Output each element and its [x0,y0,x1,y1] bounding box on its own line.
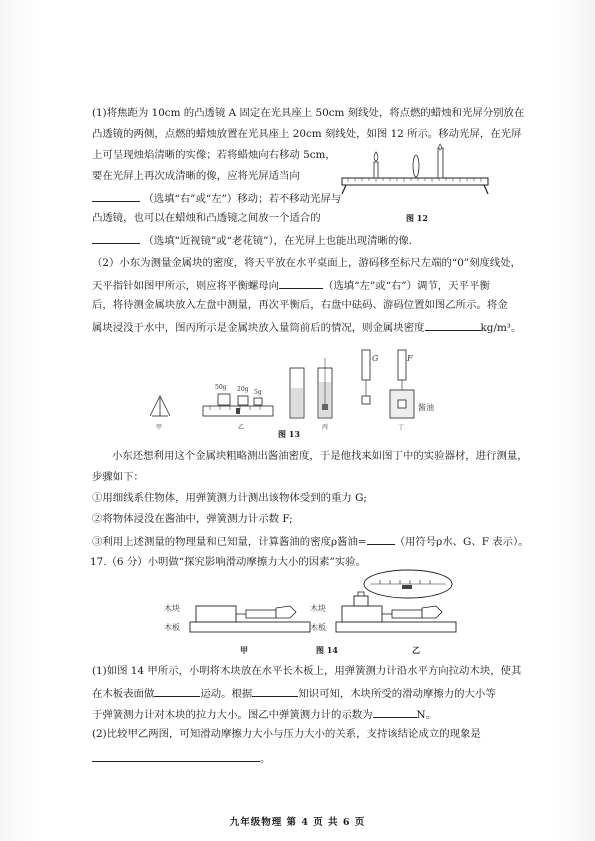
block-yi [342,606,382,622]
answer-blank[interactable] [373,706,417,718]
fig13-label-ding: 丁 [398,424,405,431]
soy-step-3-text-a: ③利用上述测量的物理量和已知量，计算酱油的密度ρ酱油= [92,536,367,548]
soy-step-3-text-b: （用符号ρ水、G、F 表示）。 [394,536,529,548]
figure-13-caption: 图 13 [278,429,300,439]
answer-blank[interactable] [279,277,323,289]
q16-1-line-2: 凸透镜的两侧，点燃的蜡烛放置在光具座上 20cm 刻线处，如图 12 所示。移动光屏，在光屏 [92,128,522,140]
weight-label-50g: 50g [215,384,227,391]
board-jia [190,622,310,632]
fig14-label-block-yi: 木块 [310,604,326,613]
q16-1-line-7-text: （选填“近视镜”或“老花镜”），在光屏上也能出现清晰的像. [143,235,413,247]
q16-1-line-3: 上可呈现烛焰清晰的实像；若将蜡烛向右移动 5cm， [92,149,336,161]
q16-1-line-1: (1)将焦距为 10cm 的凸透镜 A 固定在光具座上 50cm 刻线处，将点燃的蜡烛和光屏分别放在 [92,107,525,119]
q17-1-line-3 [92,706,436,722]
fig14-label-jia: 甲 [240,645,248,655]
q16-2-line-1: （2）小东为测量金属块的密度，将天平放在水平桌面上，游码移至标尺左端的“0”刻度线处， [92,257,522,269]
q16-2-line-2-text-a: 天平指针如图甲所示，则应将平衡螺母向 [92,280,280,292]
weight-label-20g: 20g [237,386,249,393]
q16-2-line-3: 后，将待测金属块放入左盘中测量，再次平衡后，右盘中砝码、游码位置如图乙所示。将金 [92,299,508,311]
soy-step-1: ①用细线系住物体，用弹簧测力计测出该物体受到的重力 G; [92,492,367,504]
fig14-label-yi: 乙 [412,645,420,655]
weight-20g [238,396,248,405]
q17-title: 17.（6 分）小明做“探究影响滑动摩擦力大小的因素”实验。 [90,556,367,568]
convex-lens [413,155,419,177]
q16-1-line-5-text: （选填“右”或“左”）移动；若不移动光屏与 [143,193,342,205]
q16-2-line-2-text-b: （选填“左”或“右”）调节，天平平衡 [323,280,490,292]
label-g: G [372,354,379,363]
fig14-label-board-yi: 木板 [310,623,326,632]
q16-1-line-4: 要在光屏上再次成清晰的像，应将光屏适当向 [92,170,300,182]
label-soy-sauce: 酱油 [418,403,434,412]
spring-scale-g [362,350,370,380]
soy-step-2: ②将物体浸没在酱油中，弹簧测力计示数 F; [92,513,293,525]
candle [374,162,378,178]
q16-1-line-6: 凸透镜，也可以在蜡烛和凸透镜之间放一个适合的 [92,212,321,224]
hand-jia [276,606,296,618]
hand-yi [422,606,442,618]
weight-yi [354,596,368,606]
figure-12-caption: 图 12 [406,213,428,223]
q16-1-line-5 [92,190,341,206]
soy-intro-line-1: 小东还想利用这个金属块粗略测出酱油密度，于是他找来如图丁中的实验器材，进行测量， [112,450,528,462]
q17-1-line-2 [92,685,496,701]
fig13-label-bing: 丙 [322,424,329,431]
q16-2-line-4 [92,319,521,335]
q17-1-line-2-text-a: 在木板表面做 [92,688,155,700]
light-screen [438,148,443,178]
weight-50g [218,394,230,405]
answer-blank[interactable] [425,319,481,331]
fig13-label-yi: 乙 [238,424,245,431]
q16-1-line-7 [92,232,412,248]
spring-scale-jia [246,610,276,618]
figure-12-optical-bench [338,140,490,212]
weight-label-5g: 5g [254,389,262,396]
q17-1-line-3-text-b: N。 [416,709,437,721]
answer-blank[interactable] [92,750,260,762]
q17-2-line-2 [92,750,270,766]
q16-2-line-4-text-a: 属块浸没于水中，图丙所示是金属块放入量筒前后的情况，则金属块密度 [92,322,425,334]
q17-2-line-1: (2)比较甲乙两图，可知滑动摩擦力大小与压力大小的关系，支持该结论成立的现象是 [92,728,481,740]
q16-2-line-2 [92,277,490,293]
answer-blank[interactable] [92,190,140,202]
spring-scale-yi [392,610,422,618]
page-footer: 九年级物理 第 4 页 共 6 页 [229,817,366,828]
bench-rail [342,178,488,185]
board-yi [336,622,456,632]
answer-blank[interactable] [252,685,298,697]
q17-1-line-3-text-a: 于弹簧测力计对木块的拉力大小。图乙中弹簧测力计的示数为 [92,709,373,721]
fig13-label-jia: 甲 [156,424,163,431]
candle-flame [374,152,378,161]
answer-blank[interactable] [367,533,395,545]
answer-blank[interactable] [92,232,140,244]
fig14-label-block-jia: 木块 [164,604,180,613]
figure-14-caption: 图 14 [316,645,338,655]
answer-blank[interactable] [154,685,200,697]
fig14-label-board-jia: 木板 [164,623,180,632]
weight-5g [254,398,262,405]
q17-1-line-1: (1)如图 14 甲所示，小明将木块放在水平长木板上，用弹簧测力计沿水平方向拉动木块，使其 [92,665,522,677]
label-f: F [407,354,413,363]
soy-intro-line-2: 步骤如下： [92,471,144,483]
q17-1-line-2-text-b: 运动。根据 [200,688,253,700]
q16-2-line-4-text-b: kg/m³。 [480,322,522,334]
q17-1-line-2-text-c: 知识可知，木块所受的滑动摩擦力的大小等 [298,688,496,700]
soy-step-3 [92,533,529,549]
figure-13-density-apparatus [140,338,460,428]
q17-2-line-2-text: 。 [260,753,271,765]
block-jia [196,606,236,622]
spring-scale-f [398,350,406,380]
